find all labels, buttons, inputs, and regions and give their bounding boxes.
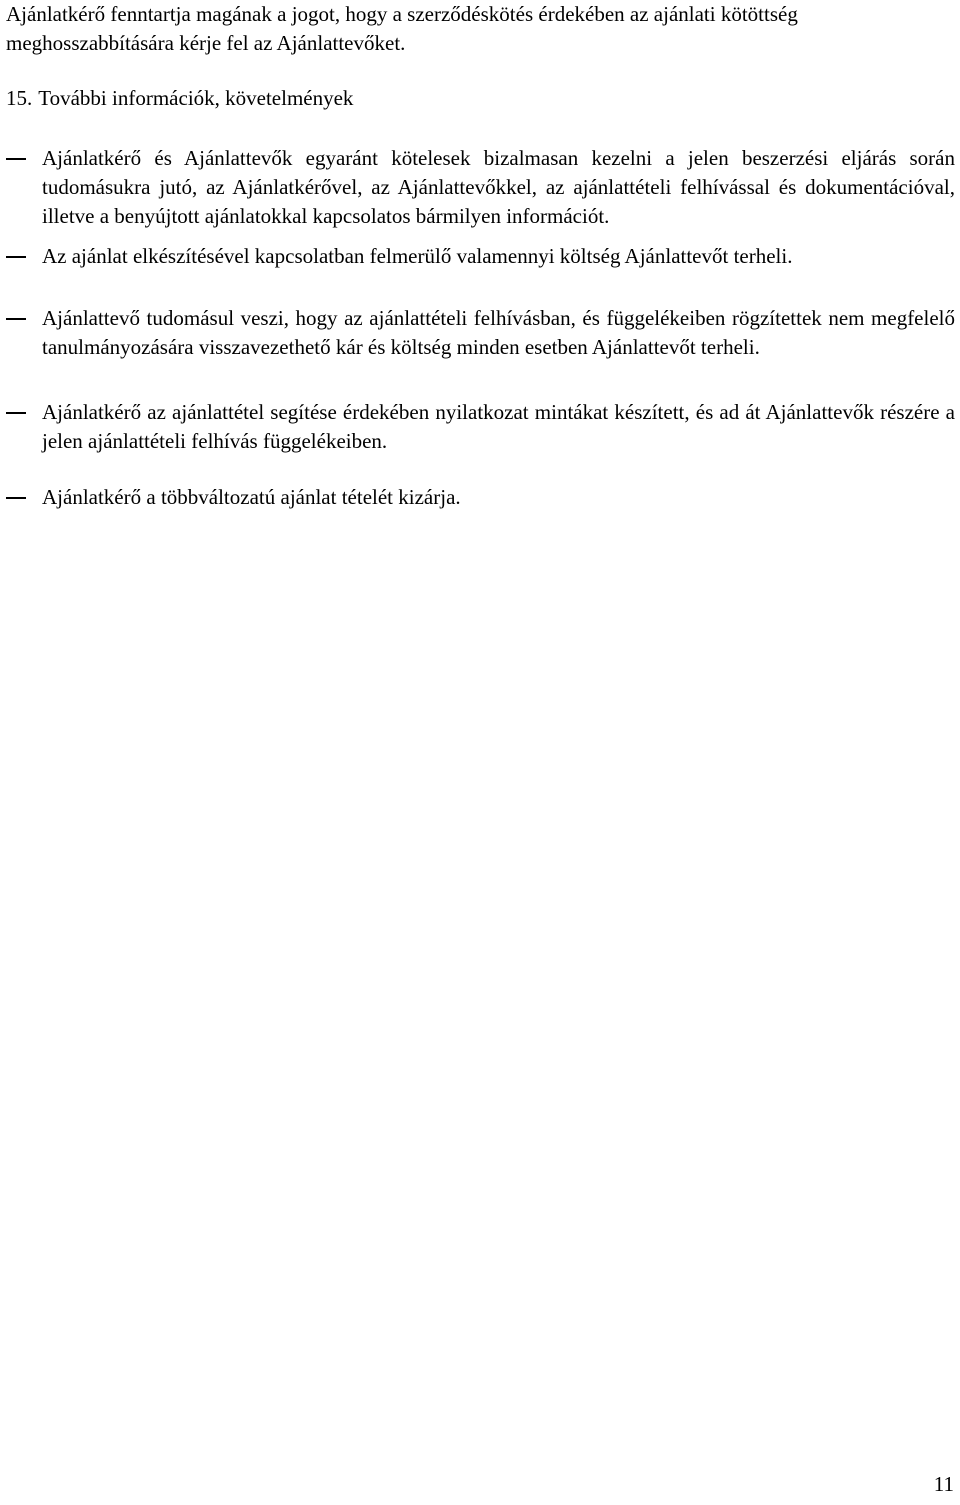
list-item-text: Ajánlatkérő a többváltozatú ajánlat tételét kizárja. xyxy=(42,485,461,509)
section-number: 15. xyxy=(6,86,33,110)
dash-bullet-icon xyxy=(6,158,26,160)
list-item-text: Ajánlattevő tudomásul veszi, hogy az ajánlattételi felhívásban, és függelékeiben rögzítettek nem megfelelő tanulmányozására visszavezethető kár és költség minden esetben Ajánlattevőt terheli. xyxy=(42,306,955,359)
list-item-text: Ajánlatkérő és Ajánlattevők egyaránt kötelesek bizalmasan kezelni a jelen beszerzési eljárás során tudomásukra jutó, az Ajánlatkérővel, az Ajánlattevőkkel, az ajánlattételi felhívással és dokumentációval, illetve a benyújtott ajánlatokkal kapcsolatos bármilyen információt. xyxy=(42,146,955,228)
list-item-text: Ajánlatkérő az ajánlattétel segítése érdekében nyilatkozat mintákat készített, és ad át Ajánlattevők részére a jelen ajánlattételi felhívás függelékeiben. xyxy=(42,400,955,453)
section-heading xyxy=(6,84,353,113)
dash-bullet-icon xyxy=(6,318,26,320)
page-number: 11 xyxy=(933,1472,954,1496)
dash-bullet-icon xyxy=(6,256,26,258)
dash-bullet-icon xyxy=(6,497,26,499)
list-item-text: Az ajánlat elkészítésével kapcsolatban felmerülő valamennyi költség Ajánlattevőt terheli. xyxy=(42,244,793,268)
intro-paragraph: Ajánlatkérő fenntartja magának a jogot, hogy a szerződéskötés érdekében az ajánlati kötöttség meghosszabbítására kérje fel az Ajánlattevőket. xyxy=(6,2,798,55)
section-title: További információk, követelmények xyxy=(38,86,354,110)
dash-bullet-icon xyxy=(6,412,26,414)
